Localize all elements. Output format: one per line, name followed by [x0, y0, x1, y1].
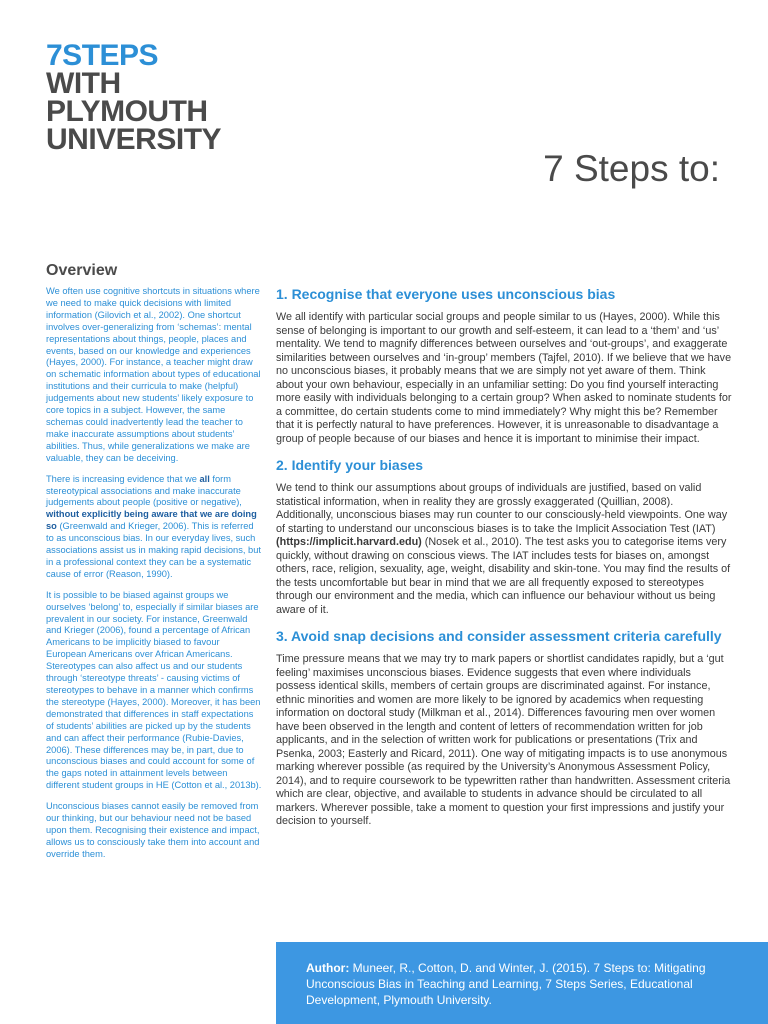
overview-p2-part-a: There is increasing evidence that we	[46, 473, 200, 484]
logo-line-3: PLYMOUTH	[46, 95, 208, 128]
overview-paragraph-3: It is possible to be biased against groups we ourselves ‘belong’ to, especially if similar biases are prevalent in our society. For instance, Greenwald and Krieger (2006), found a percentage of African Americans to be implicitly biased to favour European Americans over African Americans. Stereotypes can also affect us and our students through ‘stereotype threats’ - causing victims of stereotypes to behave in a manner which confirms the stereotype (Hayes, 2000). Moreover, it has been demonstrated that differences in staff expectations of students’ abilities are picked up by the students and can affect their performance (Rubie-Davies, 2006). These differences may be, in part, due to unconscious biases and could account for some of the gaps noted in attainment levels between different student groups in HE (Cotton et al., 2013b).	[46, 589, 262, 791]
overview-paragraph-4: Unconscious biases cannot easily be removed from our thinking, but our behaviour need not be based upon them. Recognising their existence and impact, allows us to consciously take them into account and override them.	[46, 801, 260, 859]
overview-p2-emphasis-aware: without explicitly being aware that we are doing so	[46, 509, 257, 532]
page-title	[543, 148, 720, 190]
logo	[46, 39, 222, 156]
step-2-text-a: We tend to think our assumptions about groups of individuals are justified, based on valid statistical information, when in reality they are grossly exaggerated (Quillian, 2008). Additionally, unconscious biases may run counter to our consciously-held viewpoints. One way of starting to understand our unconscious biases is to take the Implicit Association Test (IAT)	[276, 482, 728, 535]
logo-line-1: 7STEPS	[46, 39, 159, 72]
step-2-text	[276, 482, 732, 617]
overview-p2-emphasis-all: all	[199, 473, 210, 484]
logo-line-4: UNIVERSITY	[46, 123, 222, 156]
overview-p2-part-e: (Greenwald and Krieger, 2006). This is referred to as unconscious bias. In our everyday lives, such associations assist us in making rapid decisions, but in a professional context they can be a systematic cause of error (Reason, 1990).	[46, 521, 261, 579]
author-label: Author:	[306, 961, 350, 975]
overview-paragraph-2	[46, 474, 262, 581]
main-content	[276, 284, 732, 838]
overview-paragraph-1: We often use cognitive shortcuts in situations where we need to make quick decisions with limited information (Gilovich et al., 2002). One shortcut involves over-generalizing from ‘schemas’: mental representations about things, people, places and events, based on our knowledge and experiences (Hayes, 2000). For instance, a teacher might draw on schematic information about types of educational institutions and their curricula to make (helpful) judgements about new students’ likely exposure to core topics in a subject. However, the same schemas could inadvertently lead the teacher to make inaccurate assumptions about students’ abilities. Thus, while generalizations we make are valuable, they can be deceiving.	[46, 286, 261, 463]
step-3-text: Time pressure means that we may try to mark papers or shortlist candidates rapidly, but a ‘gut feeling’ maximises unconscious biases. Evidence suggests that even where individuals possess identical skills, members of certain groups are discriminated against. For instance, ethnic minorities and women are more likely to be ignored by academics when requesting information on doctoral study (Milkman et al., 2014). Differences favouring men over women have been observed in the length and content of letters of recommendation written for job applicants, and in the selection of written work for publications or presentations (Trix and Psenka, 2003; Easterly and Ricard, 2011). One way of mitigating impacts is to use anonymous marking wherever possible (as required by the University’s Anonymous Assessment Policy, 2014), and to require coursework to be typewritten rather than handwritten. Assessment criteria which are clear, objective, and available to students in advance should be circulated to all markers. Wherever possible, take a moment to question your first impressions and justify your decision to yourself.	[276, 653, 731, 827]
author-citation: Muneer, R., Cotton, D. and Winter, J. (2015). 7 Steps to: Mitigating Unconscious Bias in Teaching and Learning, 7 Steps Series, Educational Development, Plymouth University.	[306, 961, 706, 1007]
logo-line-2: WITH	[46, 67, 121, 100]
step-1-text: We all identify with particular social groups and people similar to us (Hayes, 2000). While this sense of belonging is important to our growth and self-esteem, it can lead to a ‘them’ and ‘us’ mentality. We tend to magnify differences between ourselves and ‘out-groups’, and exaggerate similarities between ourselves and ‘in-group’ members (Tajfel, 2010). If we believe that we have no unconscious biases, it probably means that we are simply not yet aware of them. Think about your own behaviour, especially in an unfamiliar setting: Do you find yourself interacting more easily with individuals belonging to a certain group? When asked to nominate students for a committee, do certain students come to mind immediately? Why might this be? Remember that it is perfectly natural to have preferences. However, it is unreasonable to disadvantage a group of people because of our biases and hence it is important to minimise their impact.	[276, 311, 732, 445]
iat-link[interactable]: (https://implicit.harvard.edu)	[276, 536, 422, 548]
overview-heading: Overview	[46, 262, 118, 279]
step-2-text-b: (Nosek et al., 2010). The test asks you to categorise items very quickly, without drawing on conscious views. The IAT includes tests for biases on, amongst others, race, religion, sexuality, age, weight, disability and skin-tone. You may find the results of the tests uncomfortable but bear in mind that we are all frequently exposed to stereotypes through our environment and the media, which can influence our behaviour without us being aware of it.	[276, 536, 731, 616]
step-3-heading: 3. Avoid snap decisions and consider assessment criteria carefully	[276, 628, 722, 644]
step-1-heading: 1. Recognise that everyone uses unconscious bias	[276, 286, 616, 302]
title-prefix: 7 Steps to:	[543, 148, 720, 189]
overview-p2-part-c: form stereotypical associations and make inaccurate judgements about people (positive or negative),	[46, 473, 242, 508]
overview-sidebar	[46, 262, 262, 870]
step-2-heading: 2. Identify your biases	[276, 457, 424, 473]
author-box	[276, 942, 768, 1024]
